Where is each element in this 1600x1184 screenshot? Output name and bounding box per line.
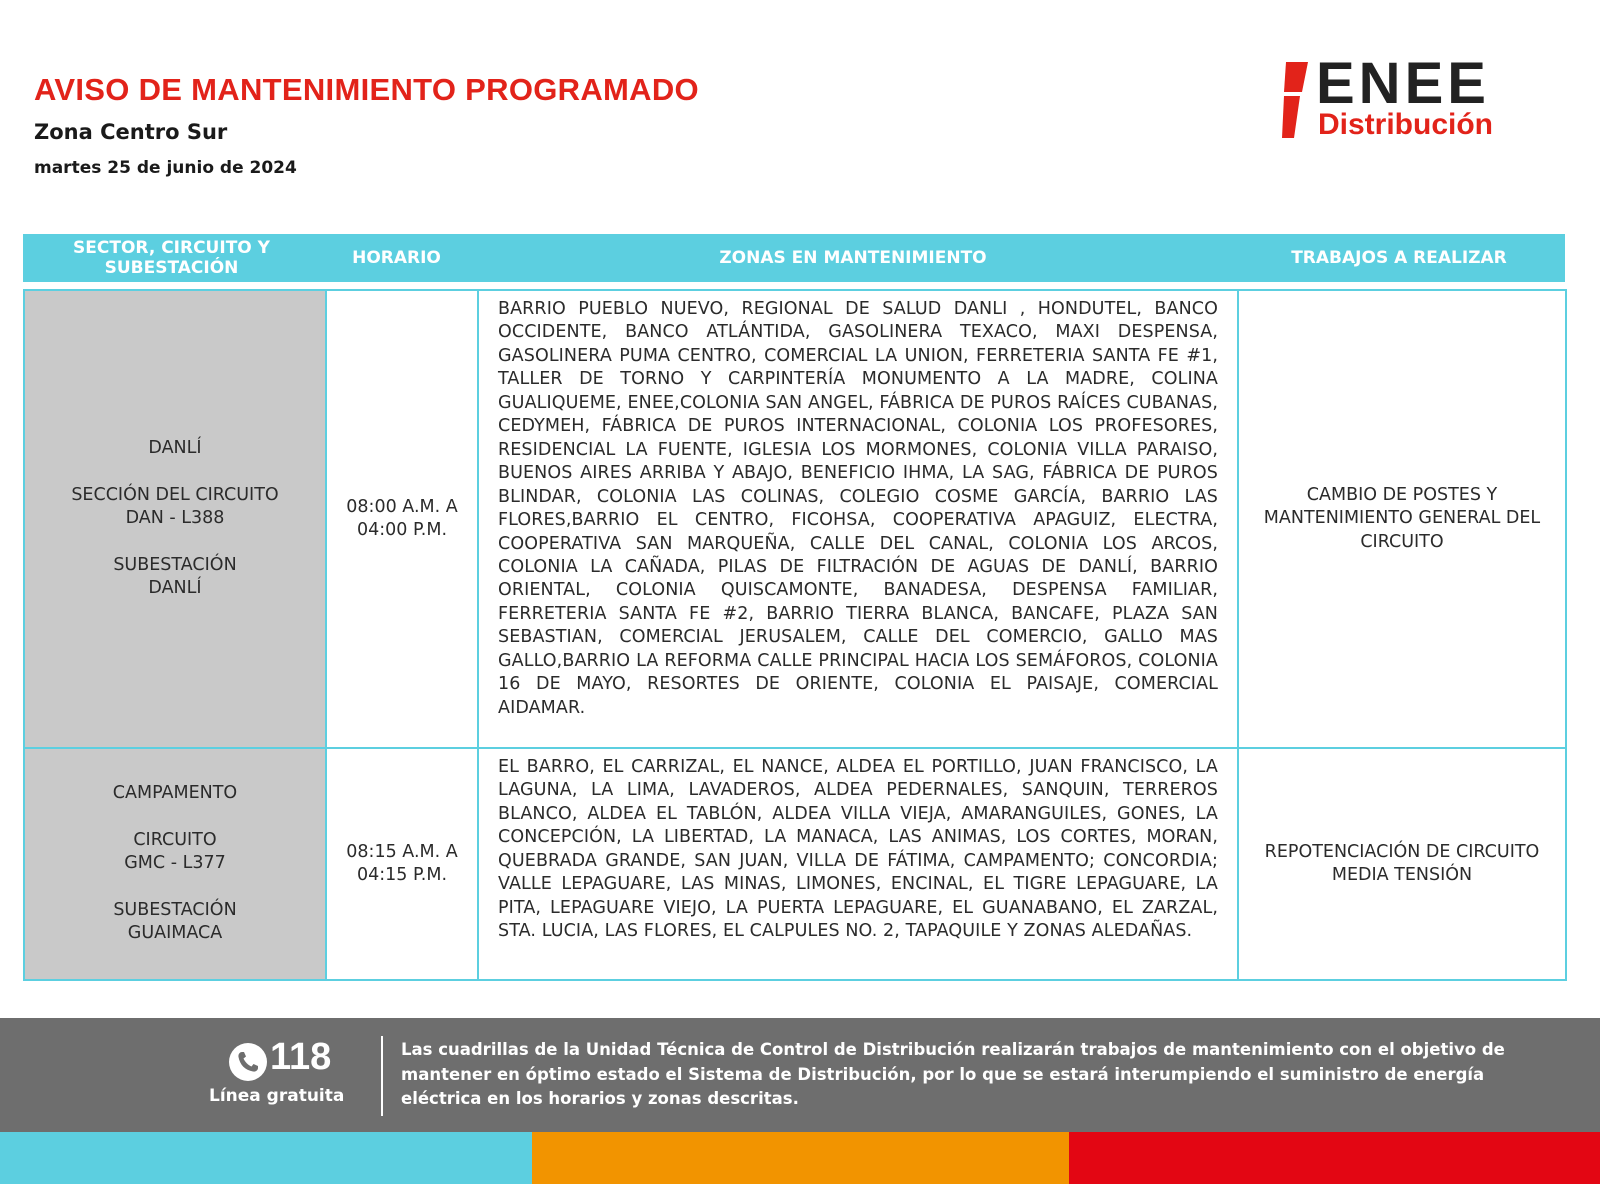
table-header (23, 234, 1565, 282)
schedule-cell (327, 749, 479, 979)
table-row (23, 749, 1567, 981)
circuit-code: DAN - L388 (125, 508, 225, 529)
logo-brand-text: ENEE (1316, 51, 1490, 116)
zones-cell (479, 291, 1239, 747)
table-row (23, 289, 1567, 749)
phone-icon (228, 1042, 268, 1082)
substation-label: SUBESTACIÓN (113, 899, 237, 920)
enee-logo (1282, 51, 1552, 142)
footer-message: Las cuadrillas de la Unidad Técnica de Control de Distribución realizarán trabajos de mantenimiento con el objetivo de mantener en óptimo estado el Sistema de Distribución, por lo que se estará interumpiendo el suministro de energía eléctrica en los horarios y zonas descritas. (401, 1040, 1505, 1108)
sector-cell (25, 291, 327, 747)
zones-text: EL BARRO, EL CARRIZAL, EL NANCE, ALDEA EL PORTILLO, JUAN FRANCISCO, LA LAGUNA, LA LIMA, LAVADEROS, ALDEA PEDERNALES, SANQUIN, TERREROS BLANCO, ALDEA EL TABLÓN, ALDEA VILLA VIEJA, AMARANGUILES, GONES, LA CONCEPCIÓN, LA LIBERTAD, LA MANACA, LAS ANIMAS, LOS CORTES, MORAN, QUEBRADA GRANDE, SAN JUAN, VILLA DE FÁTIMA, CAMPAMENTO; CONCORDIA; VALLE LEPAGUARE, LAS MINAS, LIMONES, ENCINAL, EL TIGRE LEPAGUARE, LA PITA, LEPAGUARE VIEJO, LA PUERTA LEPAGUARE, EL GUANABANO, EL ZARZAL, STA. LUCIA, LAS FLORES, EL CALPULES NO. 2, TAPAQUILE Y ZONAS ALEDAÑAS. (498, 757, 1218, 942)
stripe-red (1069, 1132, 1600, 1184)
zone-name: Zona Centro Sur (34, 120, 228, 144)
header-sector: SECTOR, CIRCUITO Y SUBESTACIÓN (73, 238, 270, 278)
circuit-code: GMC - L377 (124, 853, 226, 874)
footer-bar (0, 1018, 1600, 1132)
sector-cell (25, 749, 327, 979)
time-end: 04:15 P.M. (356, 865, 448, 885)
circuit-label: SECCIÓN DEL CIRCUITO (71, 484, 279, 505)
footer-divider (381, 1036, 383, 1116)
header-zonas: ZONAS EN MANTENIMIENTO (719, 248, 987, 268)
circuit-label: CIRCUITO (133, 829, 217, 850)
stripe-orange (532, 1132, 1069, 1184)
enee-logo-mark-icon (1282, 62, 1310, 138)
zones-text: BARRIO PUEBLO NUEVO, REGIONAL DE SALUD DANLI , HONDUTEL, BANCO OCCIDENTE, BANCO ATLÁNTIDA, GASOLINERA TEXACO, MAXI DESPENSA, GASOLINERA PUMA CENTRO, COMERCIAL LA UNION, FERRETERIA SANTA FE #1, TALLER DE TORNO Y CARPINTERÍA MONUMENTO A LA MADRE, COLINA GUALIQUEME, ENEE,COLONIA SAN ANGEL, FÁBRICA DE PUROS RAÍCES CUBANAS, CEDYMEH, FÁBRICA DE PUROS INTERNACIONAL, COLONIA LOS PROFESORES, RESIDENCIAL LA FUENTE, IGLESIA LOS MORMONES, COLONIA VILLA PARAISO, BUENOS AIRES ARRIBA Y ABAJO, BENEFICIO IHMA, LA SAG, FÁBRICA DE PUROS BLINDAR, COLONIA LAS COLINAS, COLEGIO COSME GARCÍA, BARRIO LAS FLORES,BARRIO EL CENTRO, FICOHSA, COOPERATIVA APAGUIZ, ELECTRA, COOPERATIVA SAN MARQUEÑA, CALLE DEL CANAL, COLONIA LOS ARCOS, COLONIA LA CAÑADA, PILAS DE FILTRACIÓN DE AGUAS DE DANLÍ, BARRIO ORIENTAL, COLONIA QUISCAMONTE, BANADESA, DESPENSA FAMILIAR, FERRETERIA SANTA FE #2, BARRIO TIERRA BLANCA, BANCAFE, PLAZA SAN SEBASTIAN, COMERCIAL JERUSALEM, CALLE DEL COMERCIO, GALLO MAS GALLO,BARRIO LA REFORMA CALLE PRINCIPAL HACIA LOS SEMÁFOROS, COLONIA 16 DE MAYO, RESORTES DE ORIENTE, COLONIA EL PAISAJE, COMERCIAL AIDAMAR. (498, 299, 1218, 718)
stripe-cyan (0, 1132, 532, 1184)
header-trabajos: TRABAJOS A REALIZAR (1291, 248, 1507, 268)
substation-name: GUAIMACA (127, 923, 223, 944)
work-cell (1239, 749, 1565, 979)
work-cell (1239, 291, 1565, 747)
substation-name: DANLÍ (148, 578, 202, 599)
notice-date: martes 25 de junio de 2024 (34, 158, 297, 178)
header-horario: HORARIO (352, 248, 441, 268)
work-description: CAMBIO DE POSTES Y MANTENIMIENTO GENERAL DEL CIRCUITO (1263, 484, 1541, 552)
logo-subtitle: Distribución (1318, 108, 1494, 141)
hotline-number: 118 (270, 1036, 332, 1078)
time-end: 04:00 P.M. (356, 520, 448, 540)
time-start: 08:15 A.M. A (346, 841, 458, 862)
sector-name: CAMPAMENTO (112, 783, 238, 804)
sector-name: DANLÍ (148, 438, 202, 459)
substation-label: SUBESTACIÓN (113, 554, 237, 575)
page-title: AVISO DE MANTENIMIENTO PROGRAMADO (34, 72, 699, 107)
schedule-cell (327, 291, 479, 747)
zones-cell (479, 749, 1239, 979)
time-start: 08:00 A.M. A (346, 496, 458, 517)
hotline-label: Línea gratuita (209, 1086, 345, 1106)
work-description: REPOTENCIACIÓN DE CIRCUITO MEDIA TENSIÓN (1264, 841, 1540, 885)
